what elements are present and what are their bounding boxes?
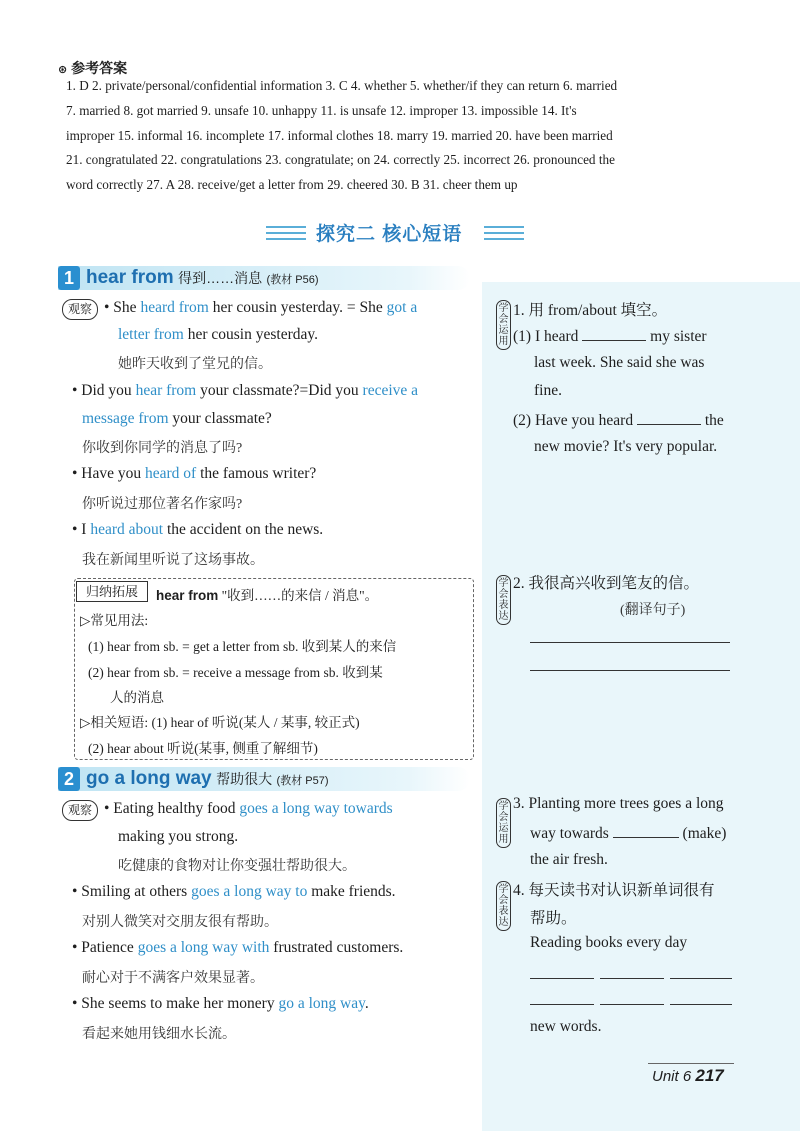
topic-heading: [86, 767, 329, 793]
summary-line: ▷相关短语: (1) hear of 听说(某人 / 某事, 较正式): [80, 715, 360, 730]
example-translation: 你听说过那位著名作家吗?: [82, 497, 243, 512]
footer-rule: [648, 1063, 734, 1064]
textbook-ref: (教材 P57): [276, 775, 329, 787]
example-sentence: • She heard from her cousin yesterday. = She got a: [104, 299, 418, 316]
example-translation: 你收到你同学的消息了吗?: [82, 441, 243, 456]
exercise-hint: (翻译句子): [620, 603, 686, 618]
answer-line: improper 15. informal 16. incomplete 17. informal clothes 18. marry 19. married 20. have been married: [66, 128, 613, 143]
example-translation: 看起来她用钱细水长流。: [82, 1027, 236, 1042]
phrase: hear from: [86, 267, 174, 288]
exercise-tag: 学会表达: [496, 881, 511, 931]
exercise-line: last week. She said she was: [534, 354, 705, 371]
section-rule-right: [484, 226, 524, 228]
example-sentence: letter from her cousin yesterday.: [118, 326, 319, 343]
unit-label: Unit 6: [652, 1068, 692, 1085]
exercise-line: the air fresh.: [530, 851, 608, 868]
exercise-line: way towards (make): [530, 825, 727, 842]
answer-line[interactable]: [530, 670, 730, 671]
exercise-line: fine.: [534, 382, 562, 399]
answers-icon: ⊛: [58, 64, 68, 76]
phrase-meaning: 帮助很大: [216, 771, 273, 787]
section-rule-left: [266, 232, 306, 234]
exercise-tag: 学会表达: [496, 575, 511, 625]
exercise-line: (2) Have you heard the: [513, 412, 724, 429]
answer-blank[interactable]: [670, 1004, 732, 1005]
section-rule-right: [484, 238, 524, 240]
answer-blank[interactable]: [530, 1004, 594, 1005]
page-footer: [652, 1066, 724, 1086]
exercise-line: (1) I heard my sister: [513, 328, 707, 345]
exercise-tag: 学会运用: [496, 300, 511, 350]
answer-line: 21. congratulated 22. congratulations 23. congratulate; on 24. correctly 25. incorrect 26. pronounced the: [66, 152, 615, 167]
phrase-meaning: 得到……消息: [178, 270, 263, 286]
page-number: 217: [695, 1066, 724, 1085]
exercise-line: new movie? It's very popular.: [534, 438, 718, 455]
summary-line: (1) hear from sb. = get a letter from sb. 收到某人的来信: [88, 639, 397, 654]
summary-line: 人的消息: [110, 690, 164, 705]
answer-blank[interactable]: [613, 823, 679, 838]
example-translation: 对别人微笑对交朋友很有帮助。: [82, 915, 278, 930]
observe-tag: 观察: [62, 299, 98, 320]
answer-blank[interactable]: [530, 978, 594, 979]
section-title: 探究二 核心短语: [316, 224, 463, 245]
example-sentence: message from your classmate?: [82, 410, 272, 427]
answer-line: 7. married 8. got married 9. unsafe 10. unhappy 11. is unsafe 12. improper 13. impossible 14. It's: [66, 103, 577, 118]
summary-tag: 归纳拓展: [76, 581, 148, 602]
section-rule-right: [484, 232, 524, 234]
exercise-line: 3. Planting more trees goes a long: [513, 795, 724, 812]
answer-blank[interactable]: [600, 978, 664, 979]
summary-heading: hear from "收到……的来信 / 消息"。: [156, 588, 379, 603]
answer-blank[interactable]: [600, 1004, 664, 1005]
summary-line: (2) hear from sb. = receive a message from sb. 收到某: [88, 665, 383, 680]
example-translation: 她昨天收到了堂兄的信。: [118, 357, 272, 372]
summary-line: ▷常见用法:: [80, 613, 149, 628]
example-sentence: • Have you heard of the famous writer?: [72, 465, 317, 482]
topic-heading: [86, 266, 319, 292]
example-sentence: • Smiling at others goes a long way to make friends.: [72, 883, 396, 900]
example-translation: 耐心对于不满客户效果显著。: [82, 971, 264, 986]
answer-blank[interactable]: [637, 410, 701, 425]
exercise-title: 2. 我很高兴收到笔友的信。: [513, 575, 700, 592]
example-translation: 吃健康的食物对让你变强壮帮助很大。: [118, 859, 356, 874]
example-sentence: making you strong.: [118, 828, 239, 845]
section-rule-left: [266, 226, 306, 228]
topic-number: 2: [58, 767, 80, 791]
topic-number: 1: [58, 266, 80, 290]
answer-line[interactable]: [530, 642, 730, 643]
exercise-tag: 学会运用: [496, 798, 511, 848]
exercise-line: 4. 每天读书对认识新单词很有: [513, 882, 715, 899]
exercise-line: Reading books every day: [530, 934, 688, 951]
example-translation: 我在新闻里听说了这场事故。: [82, 553, 264, 568]
section-rule-left: [266, 238, 306, 240]
observe-tag: 观察: [62, 800, 98, 821]
answer-blank[interactable]: [670, 978, 732, 979]
example-sentence: • I heard about the accident on the news.: [72, 521, 324, 538]
answers-title: 参考答案: [71, 60, 128, 76]
answer-blank[interactable]: [582, 326, 646, 341]
textbook-ref: (教材 P56): [266, 274, 319, 286]
example-sentence: • Eating healthy food goes a long way towards: [104, 800, 393, 817]
answer-line: word correctly 27. A 28. receive/get a letter from 29. cheered 30. B 31. cheer them up: [66, 177, 518, 192]
example-sentence: • Did you hear from your classmate?=Did you receive a: [72, 382, 419, 399]
exercise-title: 1. 用 from/about 填空。: [513, 302, 668, 319]
example-sentence: • Patience goes a long way with frustrated customers.: [72, 939, 404, 956]
answer-line: 1. D 2. private/personal/confidential information 3. C 4. whether 5. whether/if they can return 6. married: [66, 78, 618, 93]
phrase: go a long way: [86, 768, 212, 789]
exercise-line: new words.: [530, 1018, 602, 1035]
exercise-line: 帮助。: [530, 910, 577, 927]
answers-heading: [58, 58, 127, 78]
summary-line: (2) hear about 听说(某事, 侧重了解细节): [88, 741, 318, 756]
example-sentence: • She seems to make her monery go a long way.: [72, 995, 369, 1012]
